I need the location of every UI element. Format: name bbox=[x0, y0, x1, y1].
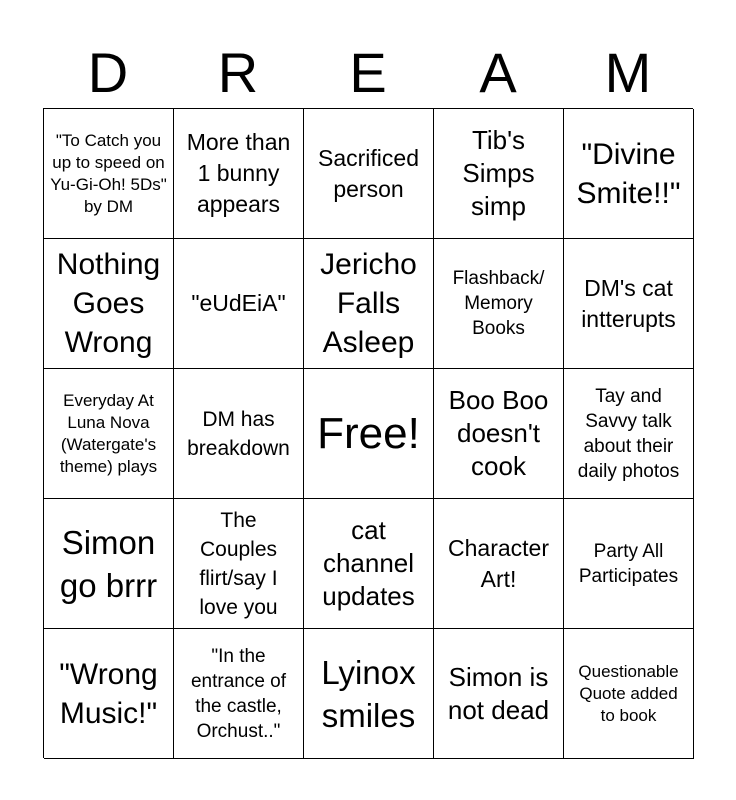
bingo-cell[interactable] bbox=[434, 499, 564, 629]
header-letter-d: D bbox=[87, 41, 129, 104]
cell-text: Everyday At Luna Nova (Watergate's theme) plays bbox=[59, 390, 158, 476]
bingo-cell[interactable] bbox=[44, 499, 174, 629]
cell-text: Sacrificed person bbox=[318, 144, 419, 202]
cell-text: "In the entrance of the castle, Orchust.." bbox=[190, 645, 287, 742]
cell-text: Free! bbox=[317, 408, 420, 458]
bingo-cell[interactable] bbox=[434, 629, 564, 759]
cell-text: More than 1 bunny appears bbox=[186, 129, 291, 217]
cell-text: "Wrong Music!" bbox=[59, 657, 158, 730]
header-letter-m: M bbox=[604, 41, 652, 104]
bingo-cell[interactable] bbox=[564, 109, 694, 239]
cell-text: Jericho Falls Asleep bbox=[320, 248, 417, 359]
bingo-cell[interactable] bbox=[304, 109, 434, 239]
bingo-cell[interactable] bbox=[174, 499, 304, 629]
cell-text: Simon is not dead bbox=[447, 661, 550, 725]
cell-text: Flashback/ Memory Books bbox=[452, 268, 545, 339]
cell-text: "To Catch you up to speed on Yu-Gi-Oh! 5Ds" by DM bbox=[50, 130, 167, 216]
bingo-cell[interactable] bbox=[434, 369, 564, 499]
bingo-cell[interactable] bbox=[44, 109, 174, 239]
cell-text: Tib's Simps simp bbox=[462, 125, 535, 221]
bingo-cell[interactable] bbox=[564, 499, 694, 629]
cell-text: The Couples flirt/say I love you bbox=[199, 508, 278, 619]
bingo-cell[interactable] bbox=[564, 369, 694, 499]
header-letter-r: R bbox=[217, 41, 259, 104]
bingo-cell[interactable] bbox=[174, 239, 304, 369]
bingo-cell[interactable] bbox=[44, 629, 174, 759]
cell-text: Party All Participates bbox=[578, 540, 679, 587]
cell-text: cat channel updates bbox=[322, 515, 415, 611]
free-space-cell[interactable] bbox=[304, 369, 434, 499]
bingo-cell[interactable] bbox=[174, 369, 304, 499]
bingo-grid bbox=[43, 108, 693, 758]
cell-text: DM has breakdown bbox=[187, 407, 290, 460]
cell-text: DM's cat intterupts bbox=[581, 274, 676, 332]
bingo-cell[interactable] bbox=[564, 239, 694, 369]
bingo-cell[interactable] bbox=[434, 109, 564, 239]
cell-text: Tay and Savvy talk about their daily photos bbox=[577, 385, 680, 482]
bingo-cell[interactable] bbox=[44, 239, 174, 369]
cell-text: "Divine Smite!!" bbox=[576, 137, 681, 210]
header-letter-e: E bbox=[349, 41, 387, 104]
bingo-cell[interactable] bbox=[304, 499, 434, 629]
cell-text: Boo Boo doesn't cook bbox=[448, 385, 549, 481]
cell-text: "eUdEiA" bbox=[191, 290, 286, 316]
cell-text: Questionable Quote added to book bbox=[578, 661, 679, 725]
bingo-cell[interactable] bbox=[564, 629, 694, 759]
cell-text: Lyinox smiles bbox=[321, 653, 416, 734]
bingo-cell[interactable] bbox=[304, 239, 434, 369]
cell-text: Simon go brrr bbox=[59, 523, 158, 604]
bingo-cell[interactable] bbox=[434, 239, 564, 369]
header-letter-a: A bbox=[479, 41, 517, 104]
bingo-header bbox=[43, 38, 693, 108]
cell-text: Nothing Goes Wrong bbox=[56, 248, 161, 359]
bingo-cell[interactable] bbox=[174, 109, 304, 239]
bingo-cell[interactable] bbox=[174, 629, 304, 759]
bingo-cell[interactable] bbox=[304, 629, 434, 759]
bingo-cell[interactable] bbox=[44, 369, 174, 499]
cell-text: Character Art! bbox=[448, 534, 549, 592]
